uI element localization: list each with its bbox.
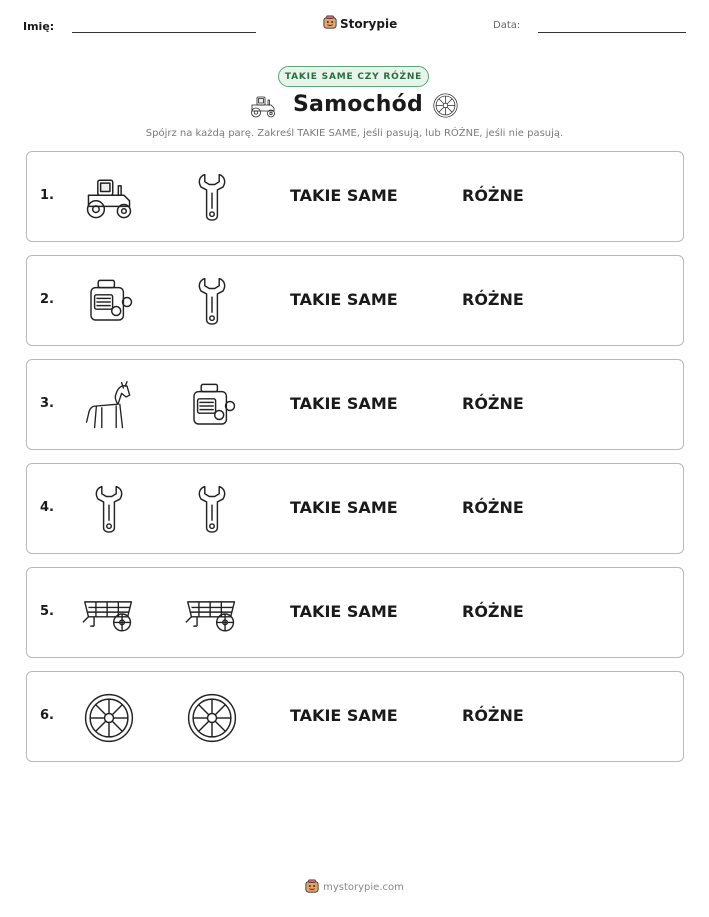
horse-icon	[81, 379, 137, 433]
row-number: 2.	[40, 292, 54, 307]
wheel-icon	[184, 691, 240, 745]
comparison-row	[26, 671, 684, 762]
date-field[interactable]	[538, 32, 686, 33]
option-same[interactable]: TAKIE SAME	[290, 394, 398, 413]
storypie-logo-icon	[323, 15, 337, 32]
option-different[interactable]: RÓŻNE	[462, 186, 524, 205]
cart-icon	[184, 587, 240, 641]
comparison-row	[26, 359, 684, 450]
comparison-row	[26, 255, 684, 346]
option-different[interactable]: RÓŻNE	[462, 394, 524, 413]
option-different[interactable]: RÓŻNE	[462, 602, 524, 621]
wheel-icon	[432, 92, 459, 119]
engine-icon	[81, 275, 137, 329]
row-number: 4.	[40, 500, 54, 515]
date-label: Data:	[493, 20, 521, 31]
wrench-icon	[184, 483, 240, 537]
option-same[interactable]: TAKIE SAME	[290, 290, 398, 309]
brand-name: Storypie	[340, 16, 398, 31]
comparison-row	[26, 567, 684, 658]
wrench-icon	[184, 275, 240, 329]
name-label: Imię:	[23, 20, 55, 33]
storypie-logo-icon	[305, 879, 319, 896]
footer	[0, 879, 709, 896]
title-row	[0, 92, 709, 122]
tractor-icon	[81, 171, 137, 225]
tractor-icon	[248, 94, 278, 118]
wheel-icon	[81, 691, 137, 745]
option-same[interactable]: TAKIE SAME	[290, 706, 398, 725]
option-different[interactable]: RÓŻNE	[462, 706, 524, 725]
row-number: 5.	[40, 604, 54, 619]
option-same[interactable]: TAKIE SAME	[290, 602, 398, 621]
comparison-row	[26, 463, 684, 554]
row-number: 1.	[40, 188, 54, 203]
cart-icon	[81, 587, 137, 641]
name-field[interactable]	[72, 32, 256, 33]
wrench-icon	[81, 483, 137, 537]
engine-icon	[184, 379, 240, 433]
option-same[interactable]: TAKIE SAME	[290, 498, 398, 517]
footer-url: mystorypie.com	[323, 882, 404, 893]
option-different[interactable]: RÓŻNE	[462, 290, 524, 309]
brand	[323, 15, 397, 32]
worksheet-type-badge: TAKIE SAME CZY RÓŻNE	[278, 66, 429, 87]
comparison-row	[26, 151, 684, 242]
row-number: 6.	[40, 708, 54, 723]
page-title: Samochód	[293, 92, 423, 117]
row-number: 3.	[40, 396, 54, 411]
instructions: Spójrz na każdą parę. Zakreśl TAKIE SAME, jeśli pasują, lub RÓŻNE, jeśli nie pasują.	[145, 128, 564, 139]
option-different[interactable]: RÓŻNE	[462, 498, 524, 517]
wrench-icon	[184, 171, 240, 225]
option-same[interactable]: TAKIE SAME	[290, 186, 398, 205]
worksheet-header	[0, 14, 709, 40]
